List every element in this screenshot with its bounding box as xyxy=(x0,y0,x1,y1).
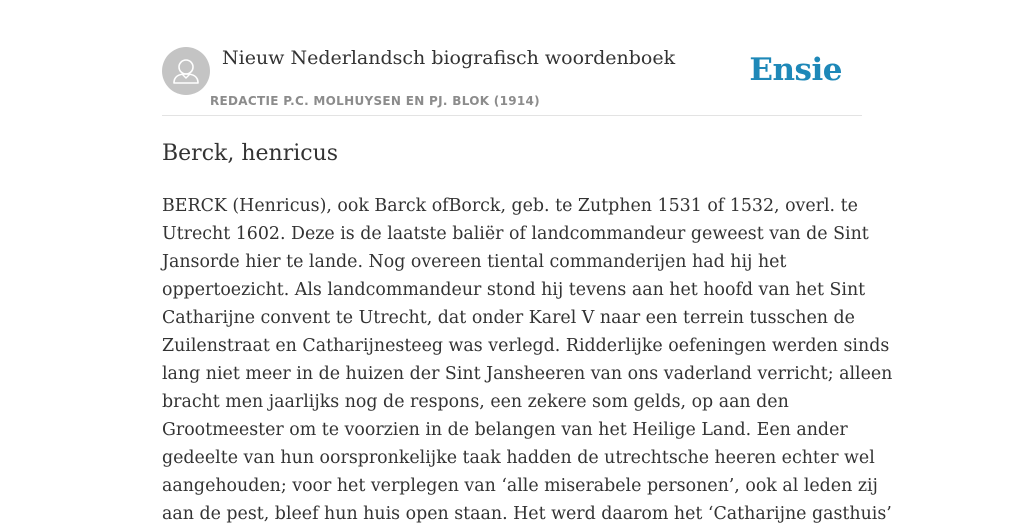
book-editors: REDACTIE P.C. MOLHUYSEN EN PJ. BLOK (1914) xyxy=(210,94,540,108)
entry-line: Utrecht 1602. Deze is de laatste baliër of landcommandeur geweest van de Sint xyxy=(162,224,869,244)
entry-line: Catharijne convent te Utrecht, dat onder Karel V naar een terrein tusschen de xyxy=(162,308,855,328)
brand-logo[interactable]: Ensie xyxy=(749,52,842,88)
entry-line: aan de pest, bleef hun huis open staan. Het werd daarom het ‘Catharijne gasthuis’ xyxy=(162,504,892,524)
book-title[interactable]: Nieuw Nederlandsch biografisch woordenboek xyxy=(222,47,676,69)
entry-line: BERCK (Henricus), ook Barck ofBorck, geb. te Zutphen 1531 of 1532, overl. te xyxy=(162,196,858,216)
entry-line: Jansorde hier te lande. Nog overeen tiental commanderijen had hij het xyxy=(162,252,787,272)
entry-line: Grootmeester om te voorzien in de belangen van het Heilige Land. Een ander xyxy=(162,420,848,440)
content-container xyxy=(162,0,893,524)
entry-body xyxy=(162,192,893,528)
entry-line: Zuilenstraat en Catharijnesteeg was verlegd. Ridderlijke oefeningen werden sinds xyxy=(162,336,890,356)
user-icon[interactable] xyxy=(162,47,210,95)
header xyxy=(162,0,862,116)
entry-line: bracht men jaarlijks nog de respons, een zekere som gelds, op aan den xyxy=(162,392,789,412)
entry-title: Berck, henricus xyxy=(162,141,339,166)
avatar-silhouette xyxy=(162,47,210,95)
entry-line: lang niet meer in de huizen der Sint Jansheeren van ons vaderland verricht; alleen xyxy=(162,364,893,384)
entry-line: gedeelte van hun oorspronkelijke taak hadden de utrechtsche heeren echter wel xyxy=(162,448,875,468)
entry-line: aangehouden; voor het verplegen van ‘alle miserabele personen’, ook al leden zij xyxy=(162,476,878,496)
entry-line: oppertoezicht. Als landcommandeur stond hij tevens aan het hoofd van het Sint xyxy=(162,280,866,300)
